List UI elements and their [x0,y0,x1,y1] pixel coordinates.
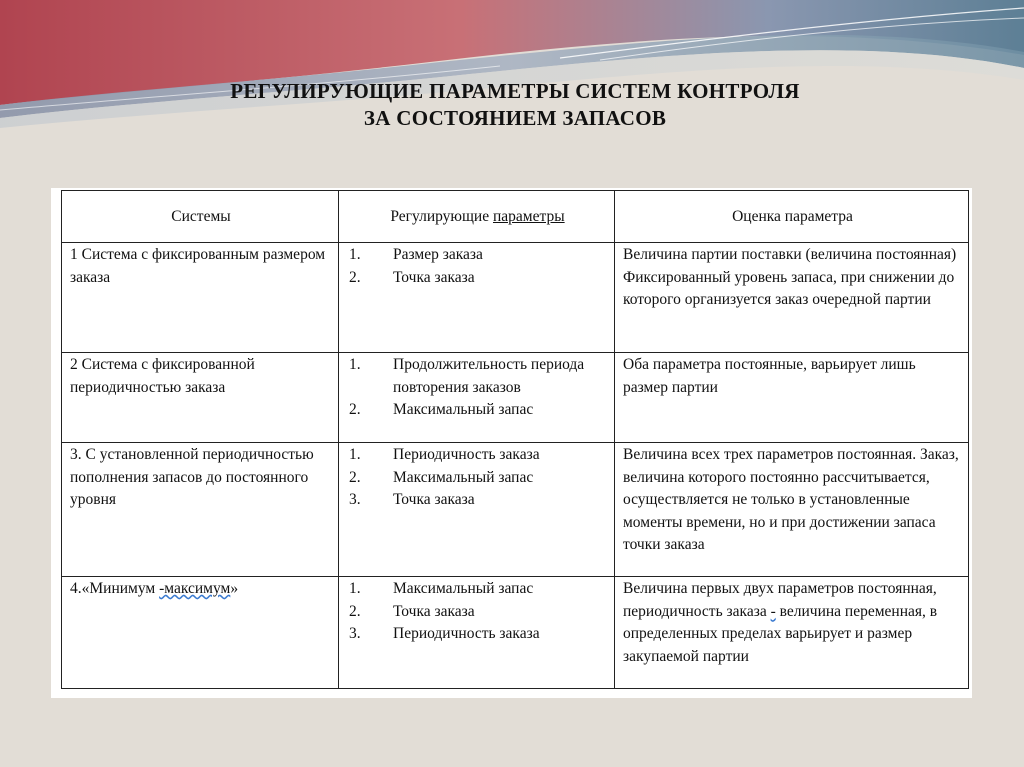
table-card [51,188,972,698]
parameter-item: 2. Максимальный запас [349,468,534,486]
parameter-item: 1. Продолжительность периода повторения заказов [349,356,585,396]
spellcheck-marked-word: -максимум [159,580,231,597]
assessment-cell: Величина всех трех параметров постоянная. Заказ, величина которого постоянно рассчитывается, осуществляется не только в установленные моменты времени, но и при достижении запаса точки заказа [615,443,969,577]
parameter-item: 2. Максимальный запас [349,401,534,418]
header-assessment: Оценка параметра [615,191,969,243]
header-parameters-underlined: параметры [493,207,565,225]
parameters-cell [339,243,615,353]
parameter-item: 1. Размер заказа [349,246,483,263]
table-row [62,243,969,353]
parameters-cell [339,577,615,689]
slide-title-line-1: РЕГУЛИРУЮЩИЕ ПАРАМЕТРЫ СИСТЕМ КОНТРОЛЯ [230,79,800,103]
parameters-cell [339,443,615,577]
system-cell: 1 Система с фиксированным размером заказа [62,243,339,353]
parameter-item: 3. Точка заказа [349,491,475,508]
header-systems: Системы [62,191,339,243]
assessment-text-extra: Фиксированный уровень запаса, при снижении до которого организуется заказ очередной партии [623,268,955,308]
parameter-item: 2. Точка заказа [349,268,475,286]
table-header-row [62,191,969,243]
header-parameters-prefix: Регулирующие [390,207,493,225]
parameter-item: 2. Точка заказа [349,602,475,620]
assessment-cell [615,243,969,353]
parameters-cell [339,353,615,443]
system-cell: 4.«Минимум -максимум» [62,577,339,689]
table-row [62,577,969,689]
spellcheck-marked-dash: - [770,602,776,620]
table-row [62,443,969,577]
header-parameters [339,191,615,243]
assessment-cell: Оба параметра постоянные, варьирует лишь размер партии [615,353,969,443]
slide-title [130,78,900,132]
assessment-text: Величина партии поставки (величина постоянная) [623,246,957,263]
parameter-item: 3. Периодичность заказа [349,625,540,642]
inventory-systems-table [61,190,969,689]
table-row [62,353,969,443]
slide-title-line-2: ЗА СОСТОЯНИЕМ ЗАПАСОВ [363,106,667,130]
parameter-item: 1. Максимальный запас [349,580,534,597]
parameter-item: 1. Периодичность заказа [349,446,540,463]
system-cell: 2 Система с фиксированной периодичностью заказа [62,353,339,443]
assessment-cell: Величина первых двух параметров постоянная, периодичность заказа - величина переменная, в определенных пределах варьирует и размер закупаемой партии [615,577,969,689]
system-cell: 3. С установленной периодичностью пополнения запасов до постоянного уровня [62,443,339,577]
